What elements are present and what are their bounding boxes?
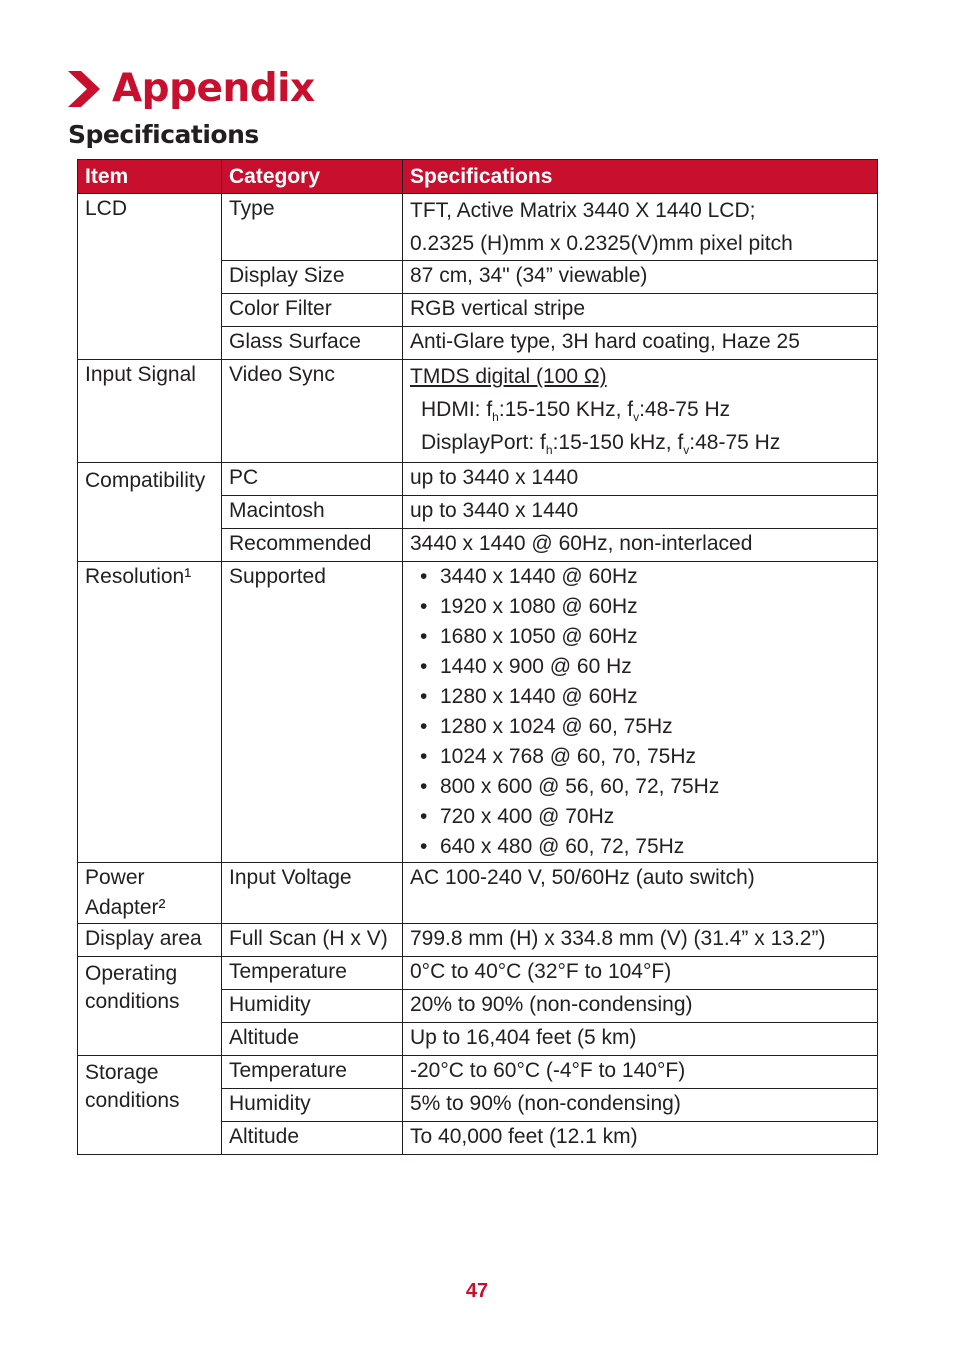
- category-cell: PC: [222, 463, 403, 496]
- category-cell: Full Scan (H x V): [222, 924, 403, 957]
- column-header-category: Category: [222, 160, 403, 194]
- page-title: Appendix: [112, 66, 315, 111]
- spec-line-hdmi: HDMI: $f_h:15-150$ KHz, $f_v:48-75$ Hz: [421, 398, 731, 425]
- list-item: • 720 x 400 @ 70Hz: [420, 802, 870, 832]
- item-cell: LCD: [78, 194, 222, 360]
- column-header-specifications: Specifications: [403, 160, 878, 194]
- category-cell: Display Size: [222, 261, 403, 294]
- category-cell: Supported: [222, 562, 403, 863]
- category-cell: Humidity: [222, 1089, 403, 1122]
- category-cell: Temperature: [222, 1056, 403, 1089]
- spec-line: TMDS digital (100 Ω): [410, 365, 607, 388]
- page-header: [66, 64, 315, 114]
- column-header-item: Item: [78, 160, 222, 194]
- list-item: • 1280 x 1024 @ 60, 75Hz: [420, 712, 870, 742]
- spec-cell: 87 cm, 34" (34” viewable): [403, 261, 878, 294]
- item-cell: Resolution¹: [78, 562, 222, 863]
- spec-cell: up to 3440 x 1440: [403, 463, 878, 496]
- page-number: 47: [465, 1280, 489, 1302]
- table-header-row: [78, 160, 878, 194]
- spec-cell: [403, 562, 878, 863]
- chevron-right-icon: [66, 69, 102, 109]
- list-item: • 3440 x 1440 @ 60Hz: [420, 562, 870, 592]
- resolution-list: [410, 562, 870, 862]
- spec-cell: 0°C to 40°C (32°F to 104°F): [403, 957, 878, 990]
- spec-line-displayport: DisplayPort: $f_h:15-150$ kHz, $f_v:48-75$ Hz: [421, 431, 781, 458]
- table-row: [78, 924, 878, 957]
- category-cell: Glass Surface: [222, 327, 403, 360]
- category-cell: Altitude: [222, 1122, 403, 1155]
- spec-cell: -20°C to 60°C (-4°F to 140°F): [403, 1056, 878, 1089]
- category-cell: Type: [222, 194, 403, 261]
- table-row: [78, 957, 878, 990]
- spec-cell: RGB vertical stripe: [403, 294, 878, 327]
- item-cell: Storage conditions: [78, 1056, 222, 1155]
- list-item: • 1280 x 1440 @ 60Hz: [420, 682, 870, 712]
- table-row: [78, 562, 878, 863]
- category-cell: Recommended: [222, 529, 403, 562]
- table-row: [78, 194, 878, 261]
- spec-cell: Up to 16,404 feet (5 km): [403, 1023, 878, 1056]
- list-item: • 1440 x 900 @ 60 Hz: [420, 652, 870, 682]
- spec-cell: 5% to 90% (non-condensing): [403, 1089, 878, 1122]
- category-cell: Video Sync: [222, 360, 403, 463]
- spec-cell: 3440 x 1440 @ 60Hz, non-interlaced: [403, 529, 878, 562]
- item-cell: Compatibility: [78, 463, 222, 562]
- spec-cell: [403, 360, 878, 463]
- list-item: • 1024 x 768 @ 60, 70, 75Hz: [420, 742, 870, 772]
- table-row: [78, 863, 878, 924]
- category-cell: Altitude: [222, 1023, 403, 1056]
- spec-cell: Anti-Glare type, 3H hard coating, Haze 25: [403, 327, 878, 360]
- spec-cell: 20% to 90% (non-condensing): [403, 990, 878, 1023]
- spec-cell: 799.8 mm (H) x 334.8 mm (V) (31.4” x 13.2”): [403, 924, 878, 957]
- table-row: [78, 1056, 878, 1089]
- category-cell: Macintosh: [222, 496, 403, 529]
- list-item: • 1920 x 1080 @ 60Hz: [420, 592, 870, 622]
- item-cell: Operating conditions: [78, 957, 222, 1056]
- spec-cell: up to 3440 x 1440: [403, 496, 878, 529]
- spec-line: TFT, Active Matrix 3440 X 1440 LCD;: [410, 199, 756, 222]
- spec-cell: [403, 194, 878, 261]
- list-item: • 640 x 480 @ 60, 72, 75Hz: [420, 832, 870, 862]
- item-cell: Power Adapter²: [78, 863, 222, 924]
- category-cell: Color Filter: [222, 294, 403, 327]
- list-item: • 1680 x 1050 @ 60Hz: [420, 622, 870, 652]
- table-row: [78, 463, 878, 496]
- table-row: [78, 360, 878, 463]
- category-cell: Input Voltage: [222, 863, 403, 924]
- item-cell: Display area: [78, 924, 222, 957]
- category-cell: Temperature: [222, 957, 403, 990]
- spec-cell: To 40,000 feet (12.1 km): [403, 1122, 878, 1155]
- spec-cell: AC 100-240 V, 50/60Hz (auto switch): [403, 863, 878, 924]
- category-cell: Humidity: [222, 990, 403, 1023]
- spec-line: 0.2325 (H)mm x 0.2325(V)mm pixel pitch: [410, 232, 793, 255]
- section-title: Specifications: [68, 120, 259, 149]
- specifications-table: [77, 159, 878, 1155]
- list-item: • 800 x 600 @ 56, 60, 72, 75Hz: [420, 772, 870, 802]
- item-cell: Input Signal: [78, 360, 222, 463]
